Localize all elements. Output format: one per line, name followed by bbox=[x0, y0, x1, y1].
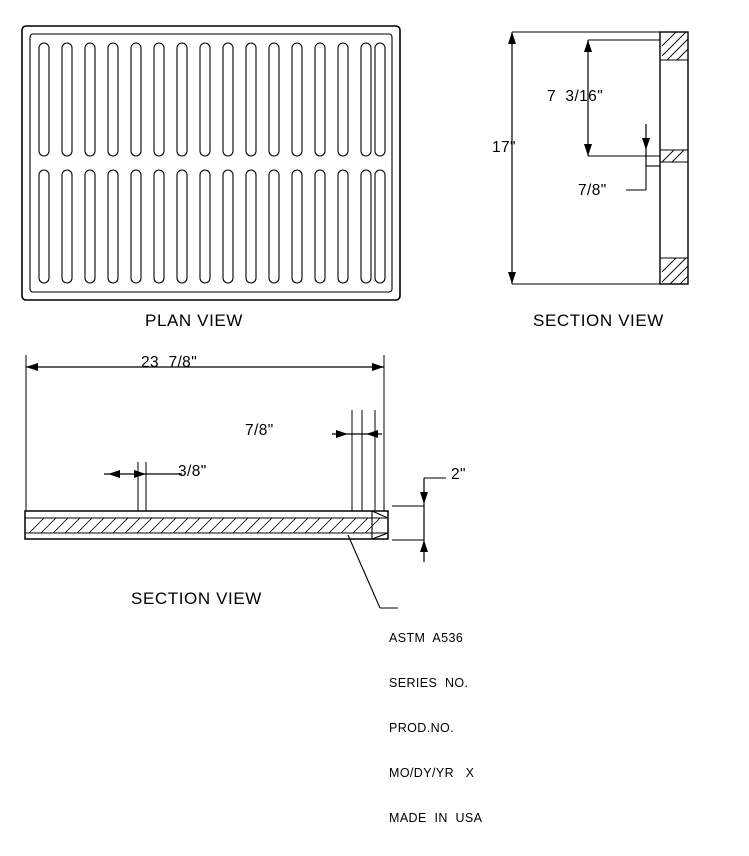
dimension-bar-thickness-section: 7/8" bbox=[578, 182, 607, 199]
dimension-bar-width: 3/8" bbox=[178, 463, 207, 480]
marking-note-line-5: MADE IN USA bbox=[389, 811, 483, 825]
plan-view-title: PLAN VIEW bbox=[145, 311, 243, 330]
dimension-depth: 2" bbox=[451, 466, 466, 483]
marking-note-line-1: ASTM A536 bbox=[389, 631, 464, 645]
right-section-view-title: SECTION VIEW bbox=[533, 311, 664, 330]
dimension-slot-width-top: 7/8" bbox=[245, 422, 274, 439]
dimension-height-overall: 17" bbox=[492, 139, 516, 156]
dimension-slot-span: 7 3/16" bbox=[547, 88, 604, 105]
right-section-view-graphic bbox=[508, 32, 688, 284]
marking-note-line-4: MO/DY/YR X bbox=[389, 766, 475, 780]
marking-note-line-3: PROD.NO. bbox=[389, 721, 455, 735]
plan-view-graphic bbox=[22, 26, 400, 300]
dimension-width-overall: 23 7/8" bbox=[141, 354, 198, 371]
marking-note-line-2: SERIES NO. bbox=[389, 676, 469, 690]
bottom-section-view-title: SECTION VIEW bbox=[131, 589, 262, 608]
marking-note bbox=[389, 601, 482, 856]
bottom-section-view-graphic bbox=[25, 355, 446, 608]
